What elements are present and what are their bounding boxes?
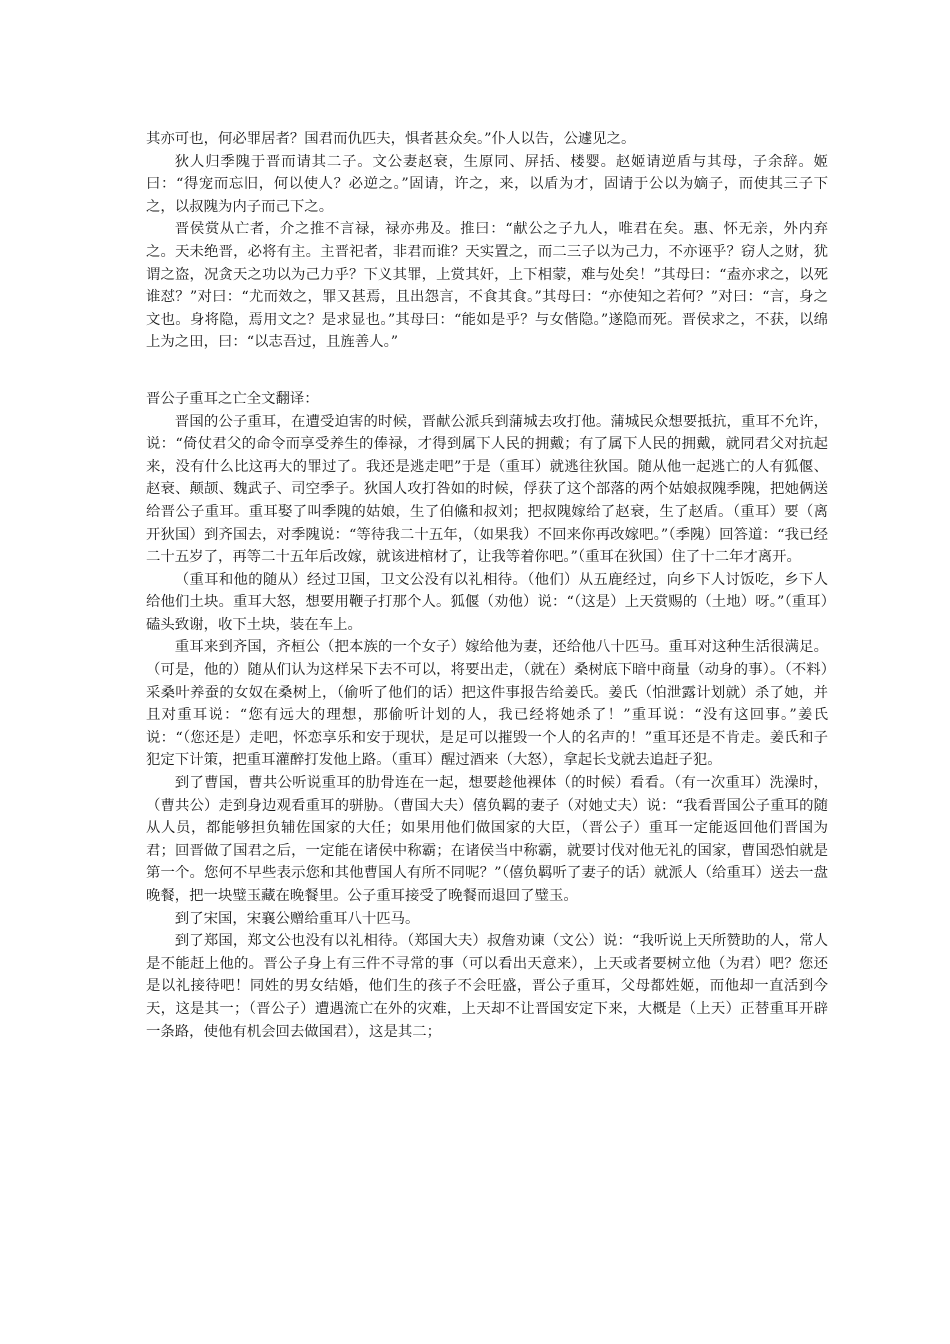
- original-paragraph-2: 狄人归季隗于晋而请其二子。文公妻赵衰，生原同、屏括、楼婴。赵姬请逆盾与其母，子余辞。姬曰：“得宠而忘旧，何以使人？必逆之。”固请，许之，来，以盾为才，固请于公以为嫡子，而使其三子下之，以叔隗为内子而己下之。: [146, 153, 828, 215]
- translation-heading: 晋公子重耳之亡全文翻译：: [146, 390, 319, 407]
- translation-paragraph-4: 到了曹国，曹共公听说重耳的肋骨连在一起，想要趁他裸体（的时候）看看。（有一次重耳）洗澡时，（曹共公）走到身边观看重耳的骈胁。（曹国大夫）僖负羁的妻子（对她丈夫）说：“我看晋国公子重耳的随从人员，都能够担负辅佐国家的大任；如果用他们做国家的大臣，（晋公子）重耳一定能返回他们晋国为君；回晋做了国君之后，一定能在诸侯中称霸；在诸侯当中称霸，就要讨伐对他无礼的国家，曹国恐怕就是第一个。您何不早些表示您和其他曹国人有所不同呢？”（僖负羁听了妻子的话）就派人（给重耳）送去一盘晚餐，把一块璧玉藏在晚餐里。公子重耳接受了晚餐而退回了璧玉。: [146, 775, 828, 904]
- document-page: [146, 128, 828, 1043]
- original-paragraph-3: 晋侯赏从亡者，介之推不言禄，禄亦弗及。推曰：“献公之子九人，唯君在矣。惠、怀无亲，外内弃之。天未绝晋，必将有主。主晋祀者，非君而谁？天实置之，而二三子以为己力，不亦诬乎？窃人之财，犹谓之盗，况贪天之功以为己力乎？下义其罪，上赏其奸，上下相蒙，难与处矣！”其母曰：“盍亦求之，以死谁怼？”对曰：“尤而效之，罪又甚焉，且出怨言，不食其食。”其母曰：“亦使知之若何？”对曰：“言，身之文也。身将隐，焉用文之？是求显也。”其母曰：“能如是乎？与女偕隐。”遂隐而死。晋侯求之，不获，以绵上为之田，曰：“以志吾过，且旌善人。”: [146, 221, 828, 351]
- translation-paragraph-6: 到了郑国，郑文公也没有以礼相待。（郑国大夫）叔詹劝谏（文公）说：“我听说上天所赞助的人，常人是不能赶上他的。晋公子身上有三件不寻常的事（可以看出天意来），上天或者要树立他（为君）吧？您还是以礼接待吧！同姓的男女结婚，他们生的孩子不会旺盛，晋公子重耳，父母都姓姬，而他却一直活到今天，这是其一；（晋公子）遭遇流亡在外的灾难，上天却不让晋国安定下来，大概是（上天）正替重耳开辟一条路，使他有机会回去做国君），这是其二；: [146, 933, 828, 1040]
- translation-paragraph-1: 晋国的公子重耳，在遭受迫害的时候，晋献公派兵到蒲城去攻打他。蒲城民众想要抵抗，重耳不允许，说：“倚仗君父的命令而享受养生的俸禄，才得到属下人民的拥戴；有了属下人民的拥戴，就同君父对抗起来，没有什么比这再大的罪过了。我还是逃走吧”于是（重耳）就逃往狄国。随从他一起逃亡的人有狐偃、赵衰、颠颉、魏武子、司空季子。狄国人攻打咎如的时候，俘获了这个部落的两个姑娘叔隗季隗，把她俩送给晋公子重耳。重耳娶了叫季隗的姑娘，生了伯鯈和叔刘；把叔隗嫁给了赵衰，生了赵盾。（重耳）要（离开狄国）到齐国去，对季隗说：“等待我二十五年，（如果我）不回来你再改嫁吧。”（季隗）回答道：“我已经二十五岁了，再等二十五年后改嫁，就该进棺材了，让我等着你吧。”（重耳在狄国）住了十二年才离开。: [146, 413, 828, 566]
- translation-paragraph-5: 到了宋国，宋襄公赠给重耳八十匹马。: [174, 910, 420, 927]
- translation-paragraph-3: 重耳来到齐国，齐桓公（把本族的一个女子）嫁给他为妻，还给他八十匹马。重耳对这种生活很满足。（可是，他的）随从们认为这样呆下去不可以，将要出走，（就在）桑树底下暗中商量（动身的事）。（不料）采桑叶养蚕的女奴在桑树上，（偷听了他们的话）把这件事报告给姜氏。姜氏（怕泄露计划就）杀了她，并且对重耳说：“您有远大的理想，那偷听计划的人，我已经将她杀了！”重耳说：“没有这回事。”姜氏说：“（您还是）走吧，怀恋享乐和安于现状，是足可以摧毁一个人的名声的！”重耳还是不肯走。姜氏和子犯定下计策，把重耳灌醉打发他上路。（重耳）醒过酒来（大怒），拿起长戈就去追赶子犯。: [146, 639, 828, 769]
- original-paragraph-1: 其亦可也，何必罪居者？国君而仇匹夫，惧者甚众矣。”仆人以告，公遽见之。: [146, 131, 636, 147]
- translation-paragraph-2: （重耳和他的随从）经过卫国，卫文公没有以礼相待。（他们）从五鹿经过，向乡下人讨饭吃，乡下人给他们土块。重耳大怒，想要用鞭子打那个人。狐偃（劝他）说：“（这是）上天赏赐的（土地）呀。”（重耳）磕头致谢，收下土块，装在车上。: [146, 571, 828, 633]
- section-gap: [146, 354, 828, 388]
